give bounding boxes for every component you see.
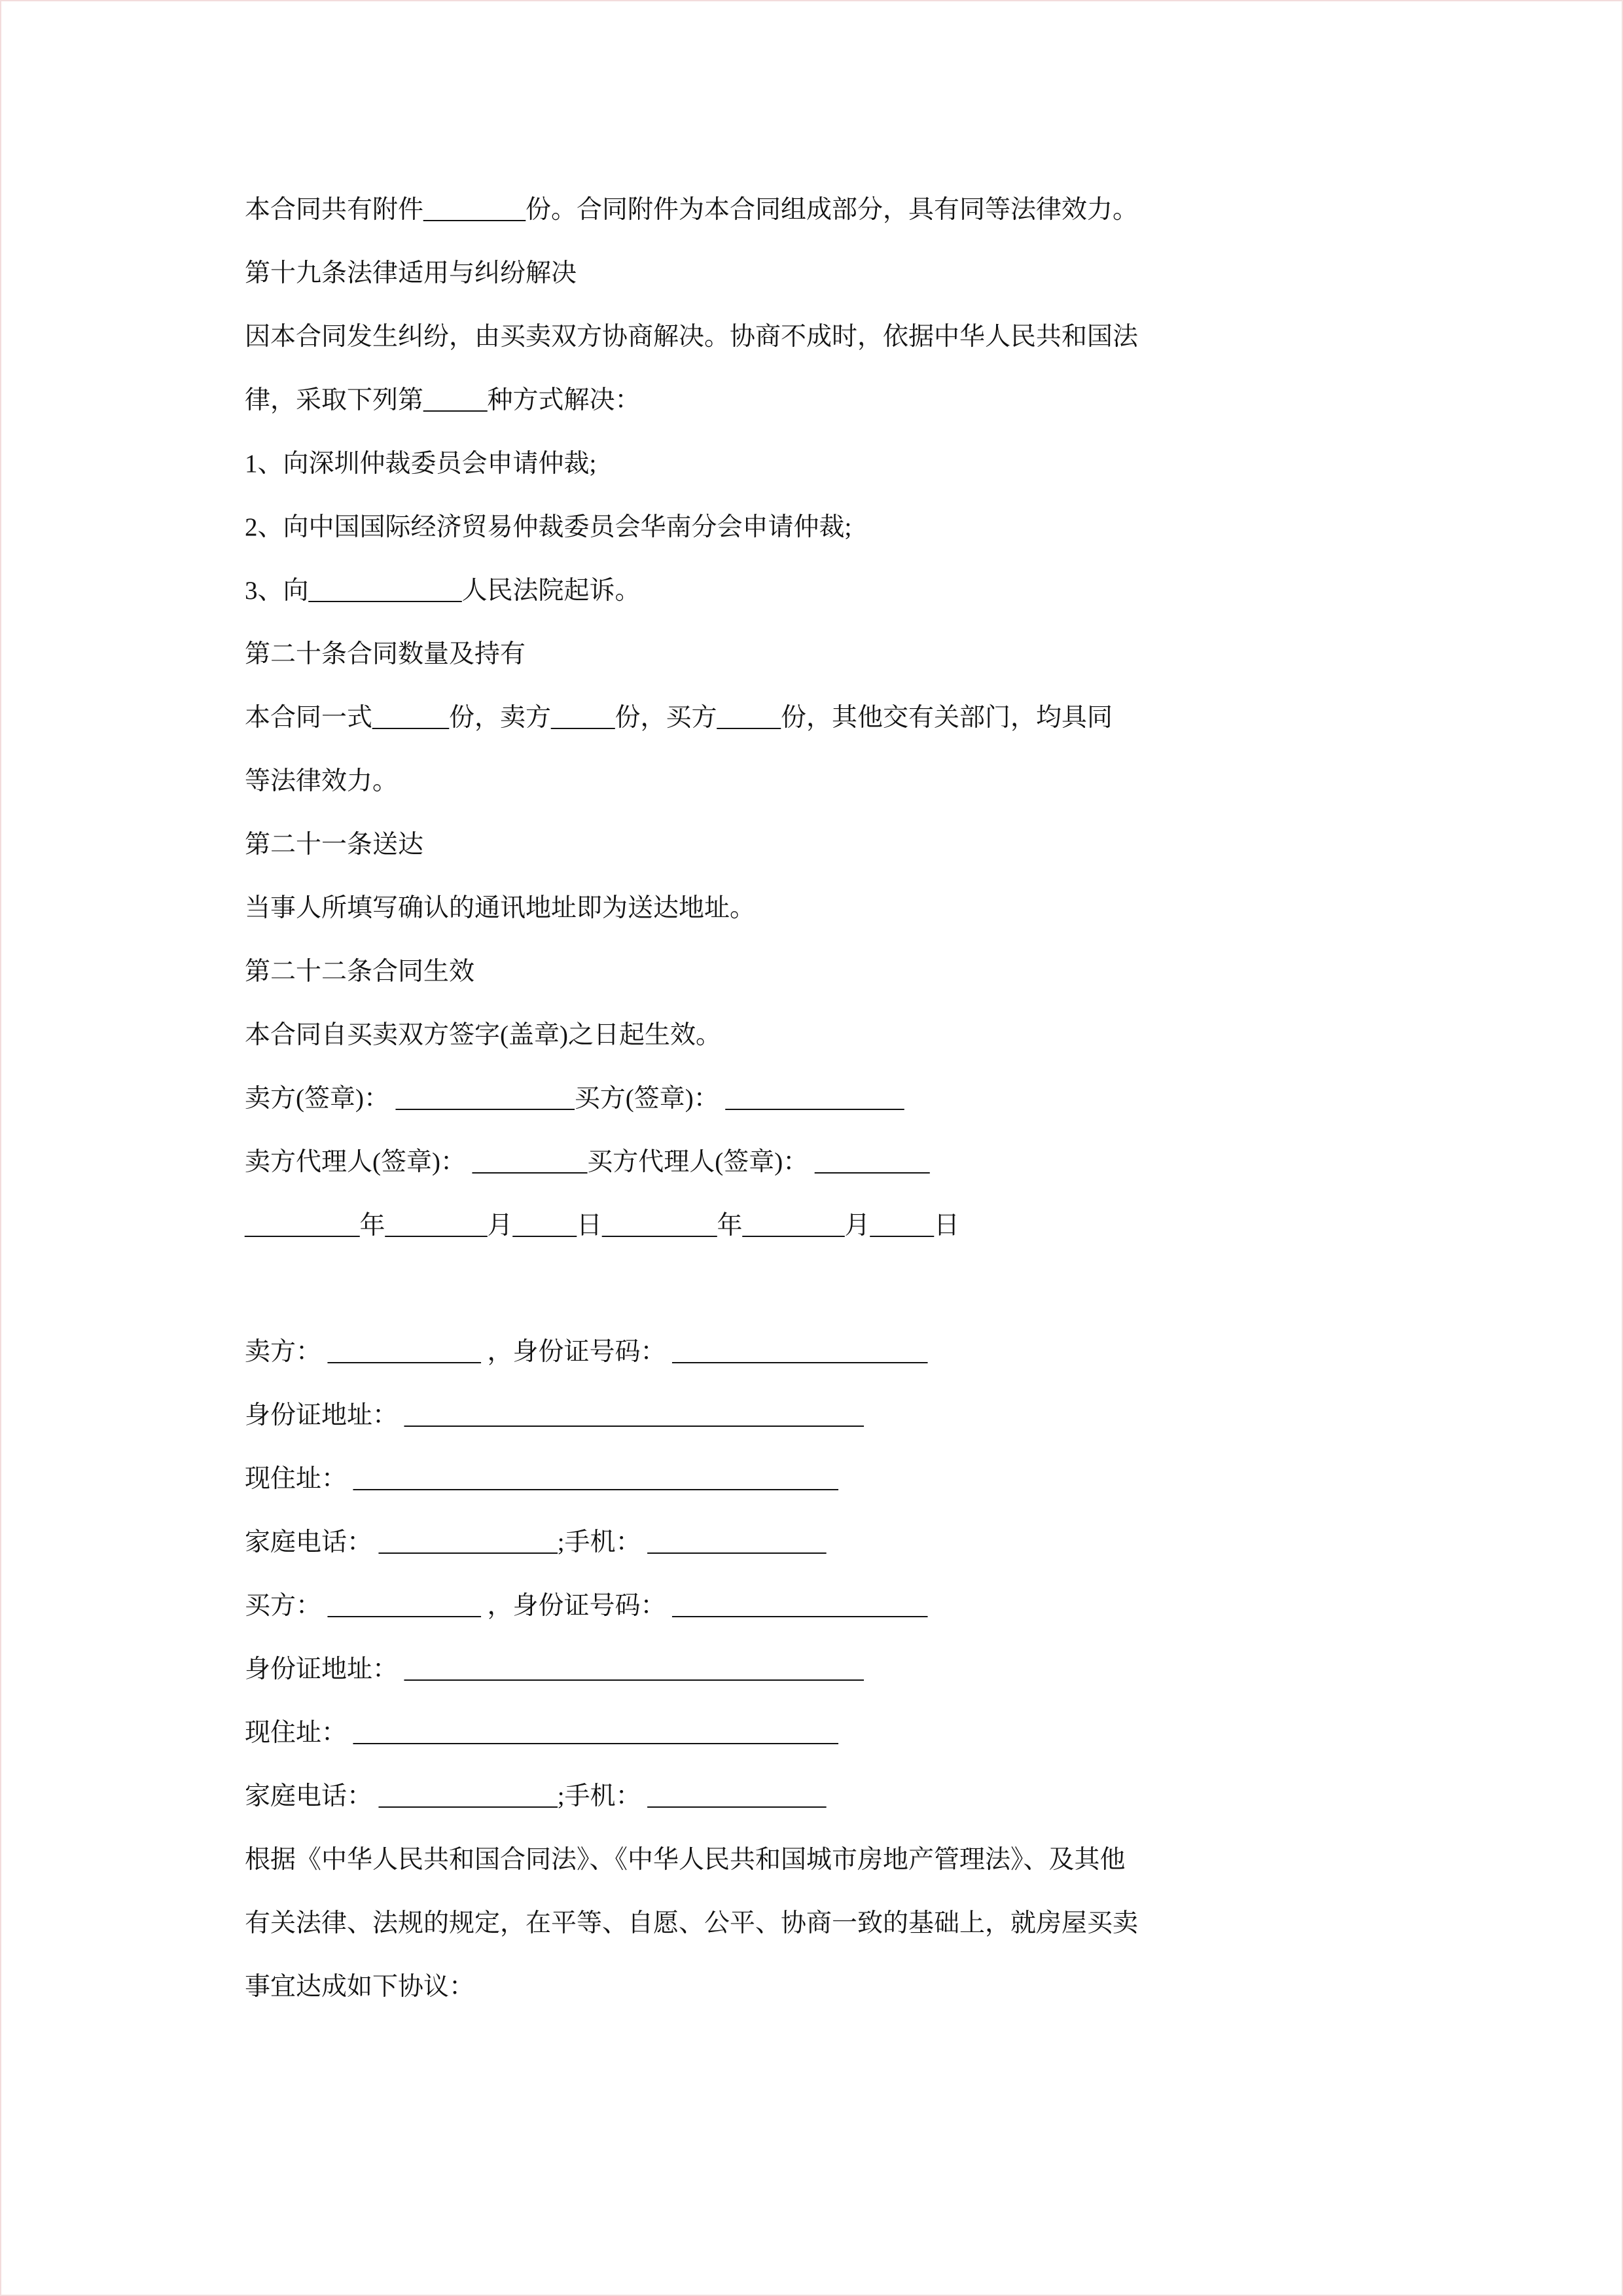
doc-line-effective-date: 本合同自买卖双方签字(盖章)之日起生效。	[245, 1021, 721, 1049]
doc-line-preamble-1: 根据《中华人民共和国合同法》、《中华人民共和国城市房地产管理法》、及其他	[245, 1846, 1126, 1874]
doc-line-buyer-id: 买方： ____________ ，身份证号码： ____________________	[245, 1592, 928, 1620]
doc-line-buyer-current-address: 现住址： ______________________________________	[245, 1719, 838, 1747]
doc-line-attachments: 本合同共有附件________份。合同附件为本合同组成部分，具有同等法律效力。	[245, 196, 1139, 224]
doc-line-dispute-1: 因本合同发生纠纷，由买卖双方协商解决。协商不成时，依据中华人民共和国法	[245, 323, 1139, 351]
doc-line-copies-1: 本合同一式______份，卖方_____份，买方_____份，其他交有关部门，均具同	[245, 704, 1113, 732]
doc-line-article22-title: 第二十二条合同生效	[245, 958, 475, 986]
doc-line-copies-2: 等法律效力。	[245, 767, 399, 795]
doc-line-arbitration-option-2: 2、向中国国际经济贸易仲裁委员会华南分会申请仲裁;	[245, 513, 852, 541]
doc-line-seller-id: 卖方： ____________ ，身份证号码： ____________________	[245, 1338, 928, 1366]
doc-line-article20-title: 第二十条合同数量及持有	[245, 640, 526, 668]
doc-line-signature-agents: 卖方代理人(签章)： _________买方代理人(签章)： _________	[245, 1148, 930, 1176]
doc-line-seller-phones: 家庭电话： ______________;手机： ______________	[245, 1528, 827, 1556]
doc-line-article21-title: 第二十一条送达	[245, 831, 424, 859]
doc-line-buyer-phones: 家庭电话： ______________;手机： ______________	[245, 1782, 827, 1810]
document-body	[245, 178, 1389, 2018]
doc-line-preamble-3: 事宜达成如下协议：	[245, 1973, 475, 2001]
doc-line-delivery-address: 当事人所填写确认的通讯地址即为送达地址。	[245, 894, 756, 922]
doc-line-seller-id-address: 身份证地址： ____________________________________	[245, 1401, 864, 1429]
doc-line-seller-current-address: 现住址： ______________________________________	[245, 1465, 838, 1493]
doc-line-arbitration-option-3: 3、向____________人民法院起诉。	[245, 577, 641, 605]
doc-line-signature-dates: _________年________月_____日_________年________月_____日	[245, 1211, 960, 1240]
doc-line-article19-title: 第十九条法律适用与纠纷解决	[245, 259, 577, 287]
doc-line-preamble-2: 有关法律、法规的规定，在平等、自愿、公平、协商一致的基础上，就房屋买卖	[245, 1909, 1139, 1937]
doc-line-buyer-id-address: 身份证地址： ____________________________________	[245, 1655, 864, 1683]
doc-line-arbitration-option-1: 1、向深圳仲裁委员会申请仲裁;	[245, 450, 597, 478]
doc-line-dispute-2: 律，采取下列第_____种方式解决：	[245, 386, 641, 414]
doc-line-signature-parties: 卖方(签章)： ______________买方(签章)： ______________	[245, 1085, 904, 1113]
